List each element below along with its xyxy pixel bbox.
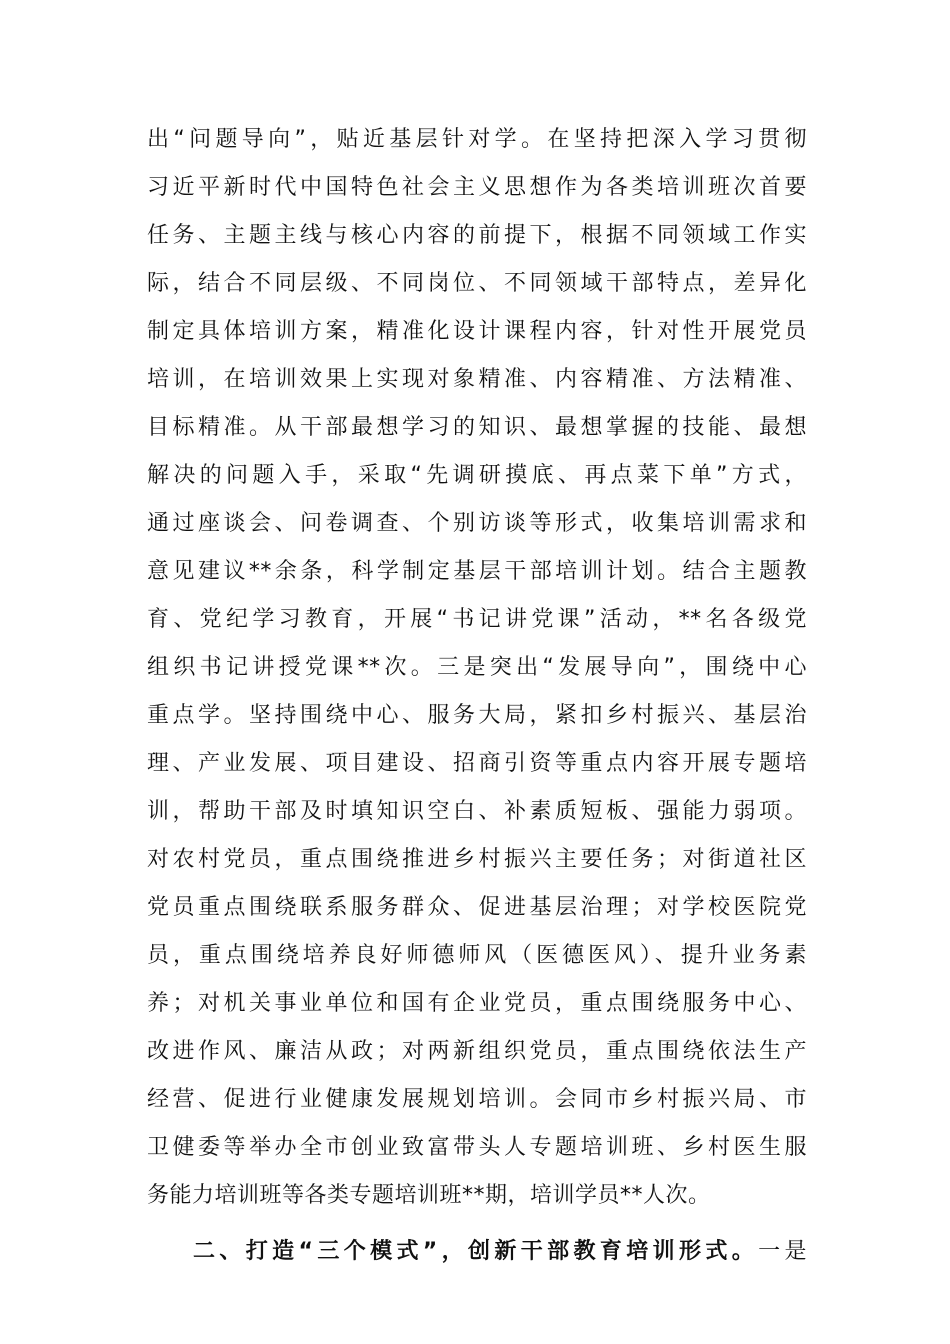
paragraph-line-20: 改进作风、廉洁从政；对两新组织党员，重点围绕依法生产 — [147, 1039, 807, 1064]
paragraph-line-3: 任务、主题主线与核心内容的前提下，根据不同领域工作实 — [147, 223, 807, 248]
paragraph-line-10: 意见建议**余条，科学制定基层干部培训计划。结合主题教 — [147, 559, 807, 584]
paragraph-line-9: 通过座谈会、问卷调查、个别访谈等形式，收集培训需求和 — [147, 511, 807, 536]
paragraph-line-4: 际，结合不同层级、不同岗位、不同领域干部特点，差异化 — [147, 271, 807, 296]
paragraph-line-2: 习近平新时代中国特色社会主义思想作为各类培训班次首要 — [147, 175, 807, 200]
paragraph-line-11: 育、党纪学习教育，开展“书记讲党课”活动，**名各级党 — [147, 607, 807, 632]
paragraph-line-6: 培训，在培训效果上实现对象精准、内容精准、方法精准、 — [147, 367, 807, 392]
paragraph-line-5: 制定具体培训方案，精准化设计课程内容，针对性开展党员 — [147, 319, 807, 344]
paragraph-line-23: 务能力培训班等各类专题培训班**期，培训学员**人次。 — [147, 1183, 711, 1208]
section-heading-continuation: 一是 — [758, 1239, 807, 1264]
paragraph-line-7: 目标精准。从干部最想学习的知识、最想掌握的技能、最想 — [147, 415, 807, 440]
paragraph-line-13: 重点学。坚持围绕中心、服务大局，紧扣乡村振兴、基层治 — [147, 703, 807, 728]
paragraph-line-17: 党员重点围绕联系服务群众、促进基层治理；对学校医院党 — [147, 895, 807, 920]
paragraph-line-14: 理、产业发展、项目建设、招商引资等重点内容开展专题培 — [147, 751, 807, 776]
paragraph-line-15: 训，帮助干部及时填知识空白、补素质短板、强能力弱项。 — [147, 799, 807, 824]
paragraph-line-12: 组织书记讲授党课**次。三是突出“发展导向”，围绕中心 — [147, 655, 807, 680]
paragraph-line-22: 卫健委等举办全市创业致富带头人专题培训班、乡村医生服 — [147, 1135, 807, 1160]
paragraph-line-19: 养；对机关事业单位和国有企业党员，重点围绕服务中心、 — [147, 991, 807, 1016]
section-heading-bold: 二、打造“三个模式”，创新干部教育培训形式。 — [193, 1239, 759, 1264]
paragraph-line-16: 对农村党员，重点围绕推进乡村振兴主要任务；对街道社区 — [147, 847, 807, 872]
body-text — [147, 116, 807, 1276]
paragraph-line-18: 员，重点围绕培养良好师德师风（医德医风）、提升业务素 — [147, 943, 807, 968]
section-heading-2 — [147, 1228, 807, 1276]
paragraph-line-8: 解决的问题入手，采取“先调研摸底、再点菜下单”方式， — [147, 463, 807, 488]
paragraph-line-21: 经营、促进行业健康发展规划培训。会同市乡村振兴局、市 — [147, 1087, 807, 1112]
paragraph-line-1: 出“问题导向”，贴近基层针对学。在坚持把深入学习贯彻 — [147, 127, 807, 152]
